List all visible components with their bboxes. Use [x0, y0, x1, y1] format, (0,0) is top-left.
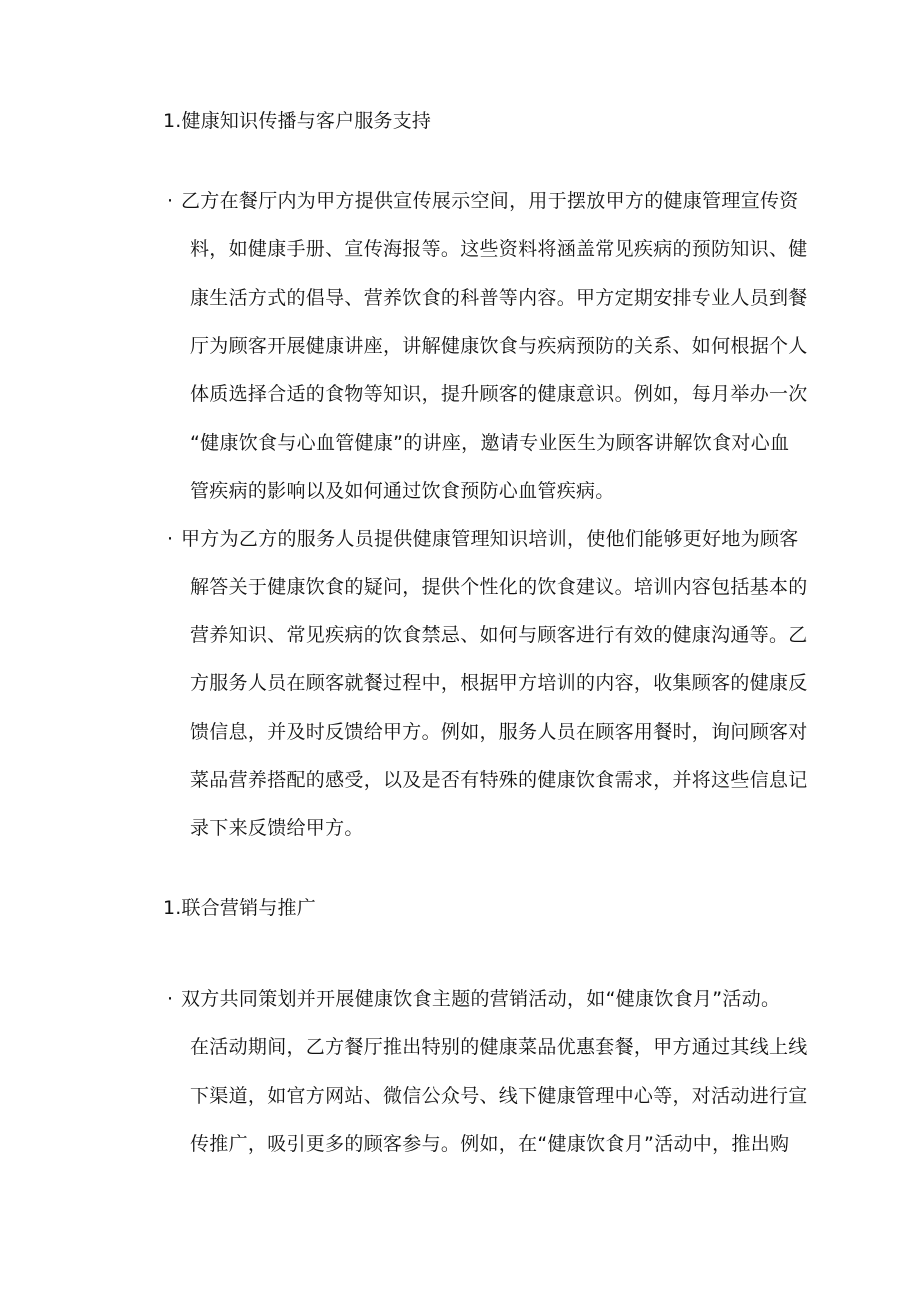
paragraph-line: 料，如健康手册、宣传海报等。这些资料将涵盖常见疾病的预防知识、健	[190, 238, 808, 260]
paragraph-line: 馈信息，并及时反馈给甲方。例如，服务人员在顾客用餐时，询问顾客对	[190, 721, 808, 743]
paragraph-line: 乙方在餐厅内为甲方提供宣传展示空间，用于摆放甲方的健康管理宣传资	[181, 190, 799, 212]
bullet-marker: ·	[167, 988, 174, 1010]
paragraph-line: 体质选择合适的食物等知识，提升顾客的健康意识。例如，每月举办一次	[190, 383, 808, 405]
bullet-marker: ·	[167, 190, 174, 212]
paragraph-line: 双方共同策划并开展健康饮食主题的营销活动，如“健康饮食月”活动。	[181, 988, 781, 1010]
paragraph-line: 康生活方式的倡导、营养饮食的科普等内容。甲方定期安排专业人员到餐	[190, 287, 808, 309]
paragraph-line: 录下来反馈给甲方。	[190, 817, 364, 839]
paragraph-line: 甲方为乙方的服务人员提供健康管理知识培训，使他们能够更好地为顾客	[181, 528, 799, 550]
paragraph-line: 菜品营养搭配的感受，以及是否有特殊的健康饮食需求，并将这些信息记	[190, 769, 808, 791]
bullet-marker: ·	[167, 528, 174, 550]
paragraph-line: 方服务人员在顾客就餐过程中，根据甲方培训的内容，收集顾客的健康反	[190, 672, 808, 694]
paragraph-line: 管疾病的影响以及如何通过饮食预防心血管疾病。	[190, 480, 615, 502]
paragraph-line: 解答关于健康饮食的疑问，提供个性化的饮食建议。培训内容包括基本的	[190, 576, 808, 598]
paragraph-line: 营养知识、常见疾病的饮食禁忌、如何与顾客进行有效的健康沟通等。乙	[190, 624, 808, 646]
paragraph-line: 传推广，吸引更多的顾客参与。例如，在“健康饮食月”活动中，推出购	[190, 1133, 790, 1155]
paragraph-line: “健康饮食与心血管健康”的讲座，邀请专业医生为顾客讲解饮食对心血	[190, 432, 790, 454]
section-heading-joint-marketing: 1.联合营销与推广	[163, 897, 316, 919]
paragraph-line: 下渠道，如官方网站、微信公众号、线下健康管理中心等，对活动进行宣	[190, 1085, 808, 1107]
paragraph-line: 在活动期间，乙方餐厅推出特别的健康菜品优惠套餐，甲方通过其线上线	[190, 1036, 808, 1058]
section-heading-health-knowledge: 1.健康知识传播与客户服务支持	[163, 110, 432, 132]
paragraph-line: 厅为顾客开展健康讲座，讲解健康饮食与疾病预防的关系、如何根据个人	[190, 335, 808, 357]
